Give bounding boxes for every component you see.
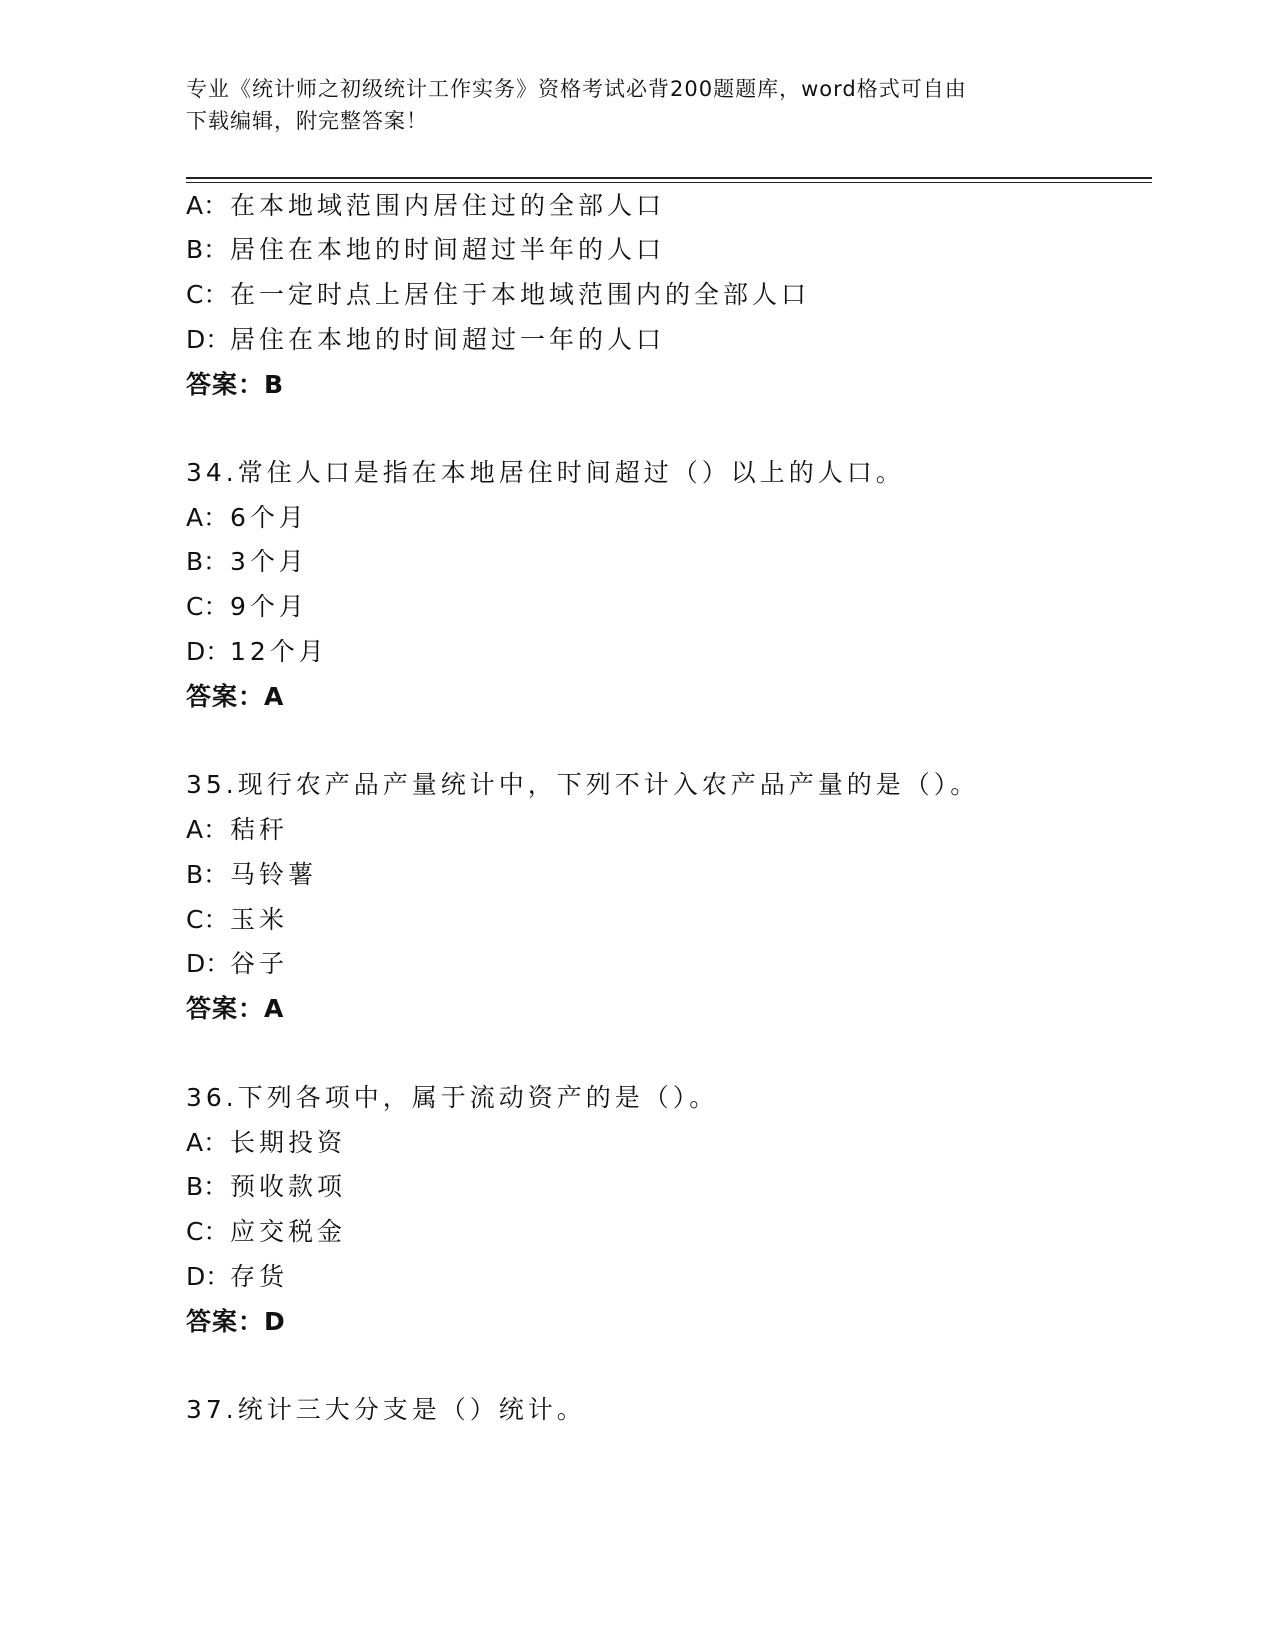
q35-question: 35.现行农产品产量统计中，下列不计入农产品产量的是（）。 [186,770,980,799]
header-divider-thin [186,182,1152,183]
q34-answer: 答案：A [186,682,285,711]
q36-option-c: C：应交税金 [186,1217,347,1246]
q33-option-d: D：居住在本地的时间超过一年的人口 [186,325,666,354]
q36-answer: 答案：D [186,1307,286,1336]
q34-question: 34.常住人口是指在本地居住时间超过（）以上的人口。 [186,458,905,487]
q36-option-b: B：预收款项 [186,1172,347,1201]
q36-question: 36.下列各项中，属于流动资产的是（）。 [186,1083,719,1112]
q35-option-a: A：秸秆 [186,815,289,844]
header-line-1: 专业《统计师之初级统计工作实务》资格考试必背200题题库，word格式可自由 [186,77,967,101]
q35-option-c: C：玉米 [186,905,289,934]
q34-option-b: B：3个月 [186,547,308,576]
q33-option-b: B：居住在本地的时间超过半年的人口 [186,235,666,264]
q37-question: 37.统计三大分支是（）统计。 [186,1395,586,1424]
q34-option-a: A：6个月 [186,503,308,532]
document-header [186,73,1086,137]
q36-option-a: A：长期投资 [186,1128,347,1157]
q35-option-d: D：谷子 [186,949,289,978]
q34-option-c: C：9个月 [186,592,308,621]
q36-option-d: D：存货 [186,1262,289,1291]
header-line-2: 下载编辑，附完整答案！ [186,109,428,133]
q33-option-a: A：在本地域范围内居住过的全部人口 [186,191,666,220]
q34-option-d: D：12个月 [186,637,328,666]
q35-option-b: B：马铃薯 [186,860,318,889]
q33-answer: 答案：B [186,370,285,399]
q33-option-c: C：在一定时点上居住于本地域范围内的全部人口 [186,280,811,309]
q35-answer: 答案：A [186,994,285,1023]
header-divider-thick [186,177,1152,179]
